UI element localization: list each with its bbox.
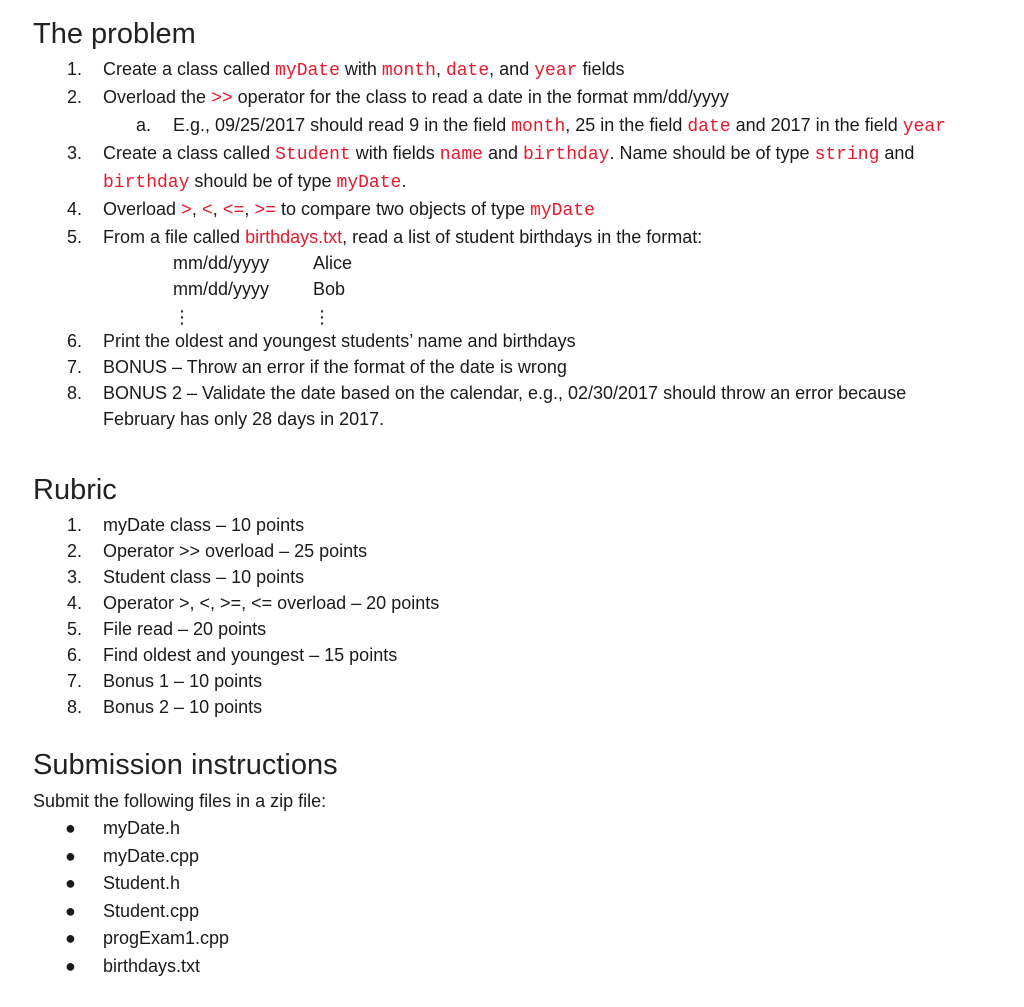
file-list-item — [33, 815, 993, 843]
item-number: 8. — [67, 697, 83, 717]
bullet-icon: ● — [65, 818, 76, 838]
item-text: , — [212, 199, 223, 219]
rubric-item — [33, 694, 993, 720]
item-number: 2. — [67, 87, 83, 107]
item-number: 1. — [67, 515, 83, 535]
code-token: >= — [254, 201, 276, 221]
format-row-ellipsis — [33, 302, 993, 328]
rubric-item — [33, 538, 993, 564]
item-text: Operator >, <, >=, <= overload – 20 points — [103, 593, 440, 613]
rubric-title: Rubric — [33, 474, 117, 506]
code-token: month — [381, 61, 436, 81]
code-token: birthday — [523, 145, 610, 165]
item-number: 7. — [67, 357, 83, 377]
problem-item — [33, 380, 923, 432]
problem-item — [33, 140, 943, 196]
bullet-icon: ● — [65, 900, 76, 921]
item-number: 6. — [67, 331, 83, 351]
bullet-icon: ● — [65, 955, 76, 976]
item-text: with — [339, 59, 382, 79]
bullet-icon: ● — [65, 928, 76, 948]
problem-item — [33, 84, 943, 112]
rubric-section — [33, 470, 993, 720]
code-token: year — [534, 61, 578, 81]
code-token: myDate — [530, 201, 595, 221]
code-token: year — [902, 117, 946, 137]
file-name: birthdays.txt — [103, 955, 201, 976]
item-number: 1. — [67, 59, 83, 79]
rubric-list — [33, 512, 993, 720]
code-token: month — [511, 117, 566, 137]
item-text: Bonus 2 – 10 points — [103, 697, 263, 717]
item-text: myDate class – 10 points — [103, 515, 305, 535]
item-text: Operator >> overload – 25 points — [103, 541, 368, 561]
code-token: >> — [211, 89, 233, 109]
item-text: , — [191, 199, 202, 219]
code-token: string — [814, 145, 880, 165]
item-text: Overload the — [103, 87, 212, 107]
format-name: Bob — [313, 279, 346, 299]
bullet-icon: ● — [65, 873, 76, 893]
problem-item — [33, 354, 993, 380]
item-text: , 25 in the field — [565, 115, 688, 135]
problem-title: The problem — [33, 18, 196, 50]
item-text: , read a list of student birthdays in the format: — [342, 227, 703, 247]
item-number: a. — [136, 115, 152, 135]
item-text: Print the oldest and youngest students’ name and birthdays — [103, 331, 576, 351]
item-text: . — [401, 171, 407, 191]
item-number: 3. — [67, 567, 83, 587]
format-name: Alice — [313, 253, 353, 273]
rubric-item — [33, 668, 993, 694]
item-text: Student class – 10 points — [103, 567, 305, 587]
file-name: Student.cpp — [103, 900, 200, 921]
file-list-item — [33, 898, 993, 926]
item-number: 5. — [67, 619, 83, 639]
item-text: Find oldest and youngest – 15 points — [103, 645, 398, 665]
vertical-ellipsis: ⋮ — [313, 307, 331, 327]
submission-intro: Submit the following files in a zip file: — [33, 791, 327, 811]
problem-item — [33, 196, 943, 224]
item-text: , and — [489, 59, 535, 79]
item-text: From a file called — [103, 227, 246, 247]
item-number: 5. — [67, 227, 83, 247]
format-date: mm/dd/yyyy — [173, 253, 270, 273]
item-text: Create a class called — [103, 59, 276, 79]
code-token: name — [439, 145, 483, 165]
code-token: <= — [222, 201, 245, 221]
item-number: 6. — [67, 645, 83, 665]
item-number: 8. — [67, 383, 83, 403]
problem-list — [33, 56, 993, 432]
file-name: myDate.cpp — [103, 845, 200, 866]
rubric-item — [33, 616, 993, 642]
code-token: birthdays.txt — [245, 227, 343, 247]
item-text: fields — [577, 59, 625, 79]
code-token: Student — [275, 145, 351, 165]
format-example — [33, 250, 993, 328]
format-date: mm/dd/yyyy — [173, 279, 270, 299]
item-text: , — [435, 59, 446, 79]
problem-item — [33, 328, 993, 354]
file-list-item — [33, 843, 993, 871]
item-number: 4. — [67, 199, 83, 219]
file-list-item — [33, 925, 993, 953]
file-list — [33, 815, 993, 980]
format-row — [33, 250, 993, 276]
item-text: Overload — [103, 199, 182, 219]
item-text: . Name should be of type — [609, 143, 815, 163]
item-text: and 2017 in the field — [730, 115, 903, 135]
code-token: birthday — [103, 173, 190, 193]
code-token: > — [181, 201, 192, 221]
rubric-item — [33, 512, 993, 538]
item-text: to compare two objects of type — [275, 199, 531, 219]
item-text: BONUS – Throw an error if the format of the date is wrong — [103, 357, 567, 377]
file-name: Student.h — [103, 873, 181, 893]
item-number: 7. — [67, 671, 83, 691]
item-text: Create a class called — [103, 143, 276, 163]
code-token: date — [445, 61, 490, 81]
vertical-ellipsis: ⋮ — [173, 307, 191, 327]
item-text: Bonus 1 – 10 points — [103, 671, 263, 691]
item-text: and — [482, 143, 524, 163]
item-text: , — [244, 199, 255, 219]
bullet-icon: ● — [65, 845, 76, 866]
rubric-item — [33, 590, 993, 616]
item-text: with fields — [350, 143, 440, 163]
file-name: progExam1.cpp — [103, 928, 230, 948]
code-token: < — [201, 201, 213, 221]
item-text: BONUS 2 – Validate the date based on the calendar, e.g., 02/30/2017 should throw an error because February has only 28 days in 2017. — [103, 383, 907, 429]
submission-section — [33, 745, 993, 980]
problem-section — [33, 14, 993, 432]
item-text: E.g., 09/25/2017 should read 9 in the field — [173, 115, 512, 135]
item-text: File read – 20 points — [103, 619, 267, 639]
code-token: date — [687, 117, 731, 137]
submission-title: Submission instructions — [33, 749, 338, 781]
item-text: and — [879, 143, 915, 163]
file-list-item — [33, 870, 993, 898]
problem-item — [33, 224, 943, 250]
problem-subitem — [33, 112, 973, 140]
code-token: myDate — [275, 61, 340, 81]
item-number: 2. — [67, 541, 83, 561]
rubric-item — [33, 642, 993, 668]
item-text: should be of type — [189, 171, 337, 191]
item-number: 4. — [67, 593, 83, 613]
problem-item — [33, 56, 943, 84]
rubric-item — [33, 564, 993, 590]
file-list-item — [33, 953, 993, 981]
format-row — [33, 276, 993, 302]
item-number: 3. — [67, 143, 83, 163]
file-name: myDate.h — [103, 818, 181, 838]
code-token: myDate — [336, 173, 402, 193]
item-text: operator for the class to read a date in the format mm/dd/yyyy — [232, 87, 729, 107]
